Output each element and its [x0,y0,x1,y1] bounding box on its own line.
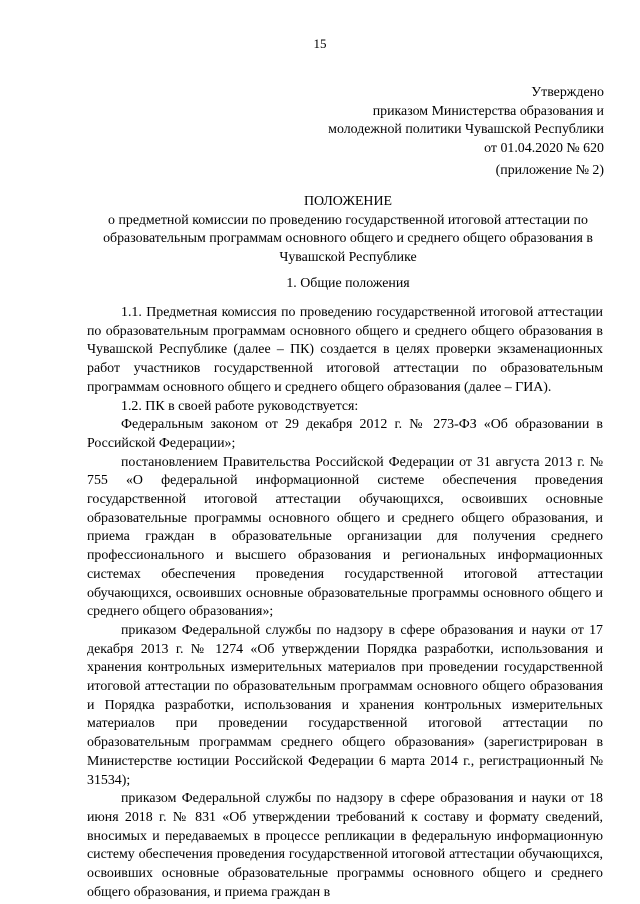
paragraph: приказом Федеральной службы по надзору в сфере образования и науки от 17 декабря 2013 г. № 1274 «Об утверждении Порядка разработки, использования и хранения контрольных измерительных материалов при проведении государственной итоговой аттестации по образовательным программам основного общего образования и Порядка разработки, использования и хранения контрольных измерительных материалов при проведении государственной итоговой аттестации по образовательным программам среднего общего образования» (зарегистрирован в Министерстве юстиции Российской Федерации 6 марта 2014 г., регистрационный № 31534); [87,622,603,788]
paragraph: 1.2. ПК в своей работе руководствуется: [121,398,359,414]
document-body [87,304,603,903]
paragraph: 1.1. Предметная комиссия по проведению государственной итоговой аттестации по образовательным программам основного общего и среднего общего образования в Чувашской Республике (далее – ПК) создается в целях проверки экзаменационных работ участников государственной итоговой аттестации по образовательным программам основного общего и среднего общего образования (далее – ГИА). [87,305,603,395]
paragraph: постановлением Правительства Российской Федерации от 31 августа 2013 г. № 755 «О федеральной информационной системе обеспечения проведения государственной итоговой аттестации обучающихся, освоивших основные образовательные программы основного общего и среднего общего образования, и приема граждан в образовательные организации для получения среднего профессионального и высшего образования и региональных информационных системах обеспечения проведения государственной итоговой аттестации обучающихся, освоивших основные образовательные программы основного общего и среднего общего образования»; [87,454,603,620]
title-line: образовательным программам основного общего и среднего общего образования в [103,231,593,246]
title-line: Чувашской Республике [279,249,417,265]
title-line: о предметной комиссии по проведению государственной итоговой аттестации по [108,212,588,228]
approval-line: от 01.04.2020 № 620 [484,140,604,156]
approval-line: приказом Министерства образования и [372,103,604,119]
approval-line: Утверждено [531,85,604,100]
document-title [88,193,608,267]
appendix-note: (приложение № 2) [495,163,604,178]
paragraph: приказом Федеральной службы по надзору в сфере образования и науки от 18 июня 2018 г. № 831 «Об утверждении требований к составу и формату сведений, вносимых и передаваемых в процессе репликации в федеральную информационную систему обеспечения проведения государственной итоговой аттестации обучающихся, освоивших основные образовательные программы основного общего и среднего общего образования, и приема граждан в [87,791,603,900]
paragraph: Федеральным законом от 29 декабря 2012 г. № 273-ФЗ «Об образовании в Российской Федерации»; [87,417,603,451]
title-heading: ПОЛОЖЕНИЕ [304,194,392,209]
page-number: 15 [313,36,327,51]
approval-line: молодежной политики Чувашской Республики [328,122,604,138]
approval-stamp [328,84,604,158]
section-heading: 1. Общие положения [286,276,410,291]
